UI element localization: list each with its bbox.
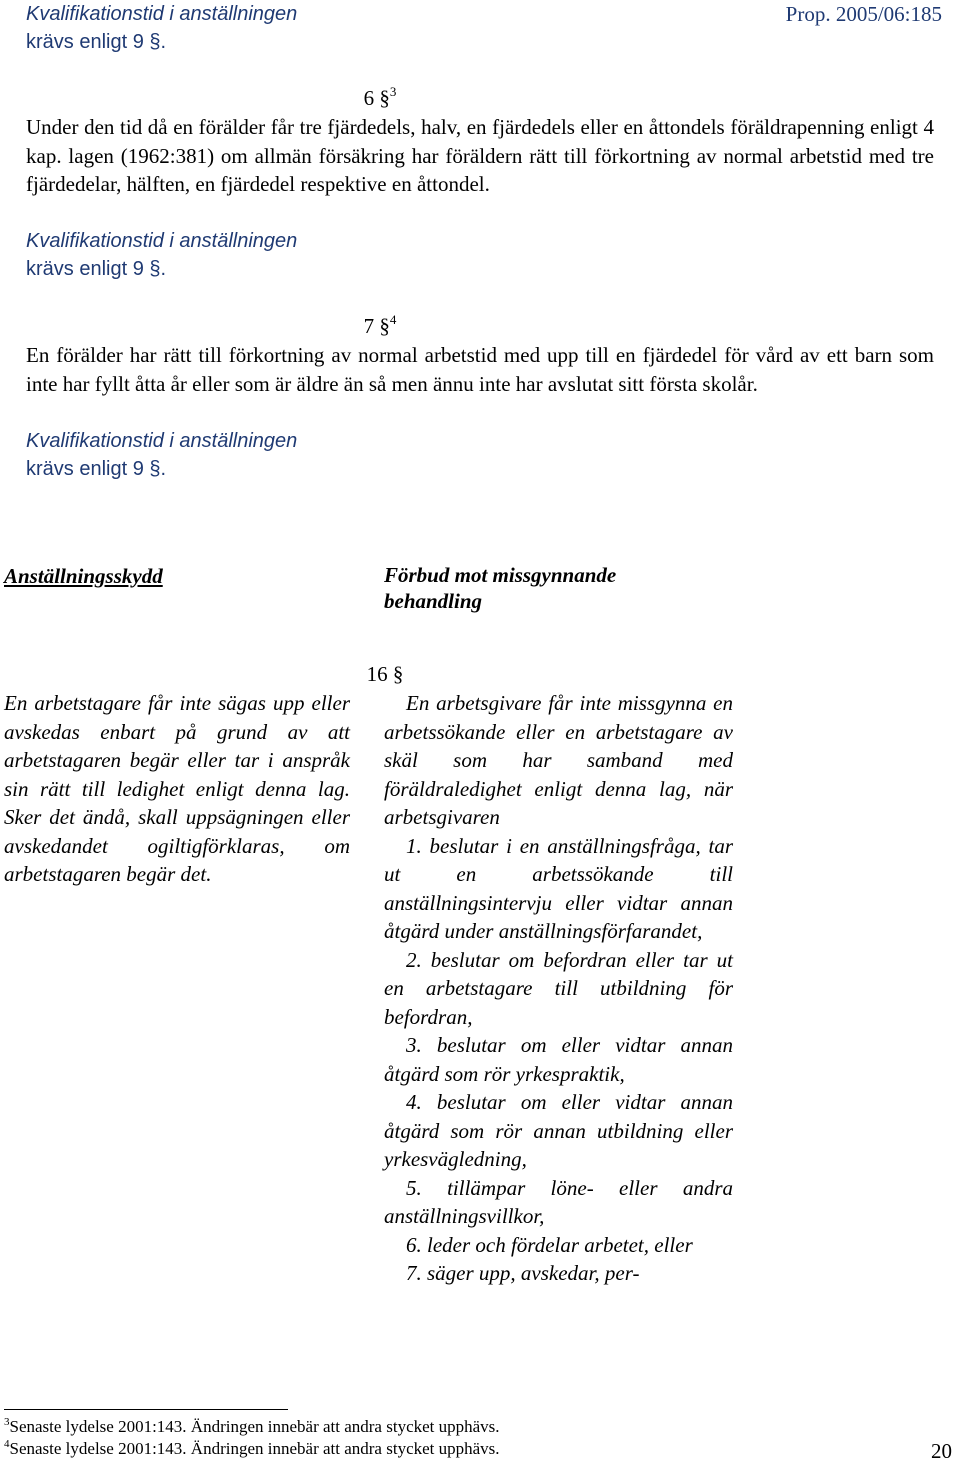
heading-anstallningsskydd: Anställningsskydd: [4, 564, 163, 588]
footnote-ref: 3: [389, 84, 397, 99]
list-item: 7. säger upp, avskedar, per-: [406, 1261, 640, 1285]
heading-line: behandling: [384, 589, 483, 613]
footnote-number: 4: [4, 1438, 10, 1450]
section-heading-16: 16 §: [366, 662, 404, 686]
repealed-line: krävs enligt 9 §.: [26, 458, 167, 480]
repealed-text-7: [26, 427, 297, 483]
section-heading-7: [0, 312, 760, 341]
proposition-reference: Prop. 2005/06:185: [785, 2, 942, 26]
section-7-text: En förälder har rätt till förkortning av normal arbetstid med upp till en fjärdedel för vård av ett barn som inte har fyllt åtta år eller som är äldre än så men ännu inte har avslutat sitt första skolår.: [26, 343, 934, 396]
left-column-text: En arbetstagare får inte sägas upp eller avskedas enbart på grund av att arbetstagaren begär eller tar i anspråk sin rätt till ledighet enligt denna lag. Sker det ändå, skall uppsägningen eller avskedandet ogiltigförklaras, om arbetstagaren begär det.: [4, 691, 350, 886]
repealed-text-header: [26, 0, 297, 56]
repealed-line: krävs enligt 9 §.: [26, 31, 167, 53]
repealed-line: Kvalifikationstid i anställningen: [26, 430, 298, 452]
repealed-line: Kvalifikationstid i anställningen: [26, 230, 298, 252]
list-item: 2. beslutar om befordran eller tar ut en arbetstagare till utbildning för befordran,: [384, 947, 733, 1029]
page-number: 20: [931, 1439, 952, 1463]
footnote-3: [4, 1416, 500, 1438]
repealed-line: Kvalifikationstid i anställningen: [26, 3, 298, 25]
section-number: 6 §: [363, 86, 390, 110]
heading-line: Förbud mot missgynnande: [384, 563, 617, 587]
footnote-text: Senaste lydelse 2001:143. Ändringen innebär att andra stycket upphävs.: [9, 1417, 500, 1436]
footnote-number: 3: [4, 1416, 10, 1428]
section-heading-6: [0, 84, 760, 113]
heading-forbud: [384, 562, 616, 614]
footnote-4: [4, 1438, 500, 1460]
footnote-ref: 4: [389, 312, 397, 327]
list-item: 6. leder och fördelar arbetet, eller: [406, 1232, 693, 1257]
right-column-text: [384, 689, 733, 1288]
section-6-text: Under den tid då en förälder får tre fjärdedels, halv, en fjärdedels eller en åttondels föräldrapenning enligt 4 kap. lagen (1962:381) om allmän försäkring har föräldern rätt till förkortning av normal arbetstid med tre fjärdedelar, hälften, en fjärdedel respektive en åttondel.: [26, 115, 934, 196]
list-item: 4. beslutar om eller vidtar annan åtgärd som rör annan utbildning eller yrkesvägledning,: [384, 1090, 733, 1171]
section-number: 7 §: [363, 314, 390, 338]
repealed-text-6: [26, 227, 297, 283]
list-item: 3. beslutar om eller vidtar annan åtgärd som rör yrkespraktik,: [384, 1033, 733, 1086]
footnote-text: Senaste lydelse 2001:143. Ändringen innebär att andra stycket upphävs.: [9, 1439, 500, 1458]
right-intro: En arbetsgivare får inte missgynna en arbetssökande eller en arbetstagare av skäl som har samband med föräldraledighet enligt denna lag, när arbetsgivaren: [384, 691, 733, 829]
footnote-divider: [4, 1409, 288, 1410]
repealed-line: krävs enligt 9 §.: [26, 258, 167, 280]
list-item: 1. beslutar i en anställningsfråga, tar ut en arbetssökande till anställningsintervju eller vidtar annan åtgärd under anställningsförfarandet,: [384, 833, 733, 943]
list-item: 5. tillämpar löne- eller andra anställningsvillkor,: [384, 1175, 733, 1228]
